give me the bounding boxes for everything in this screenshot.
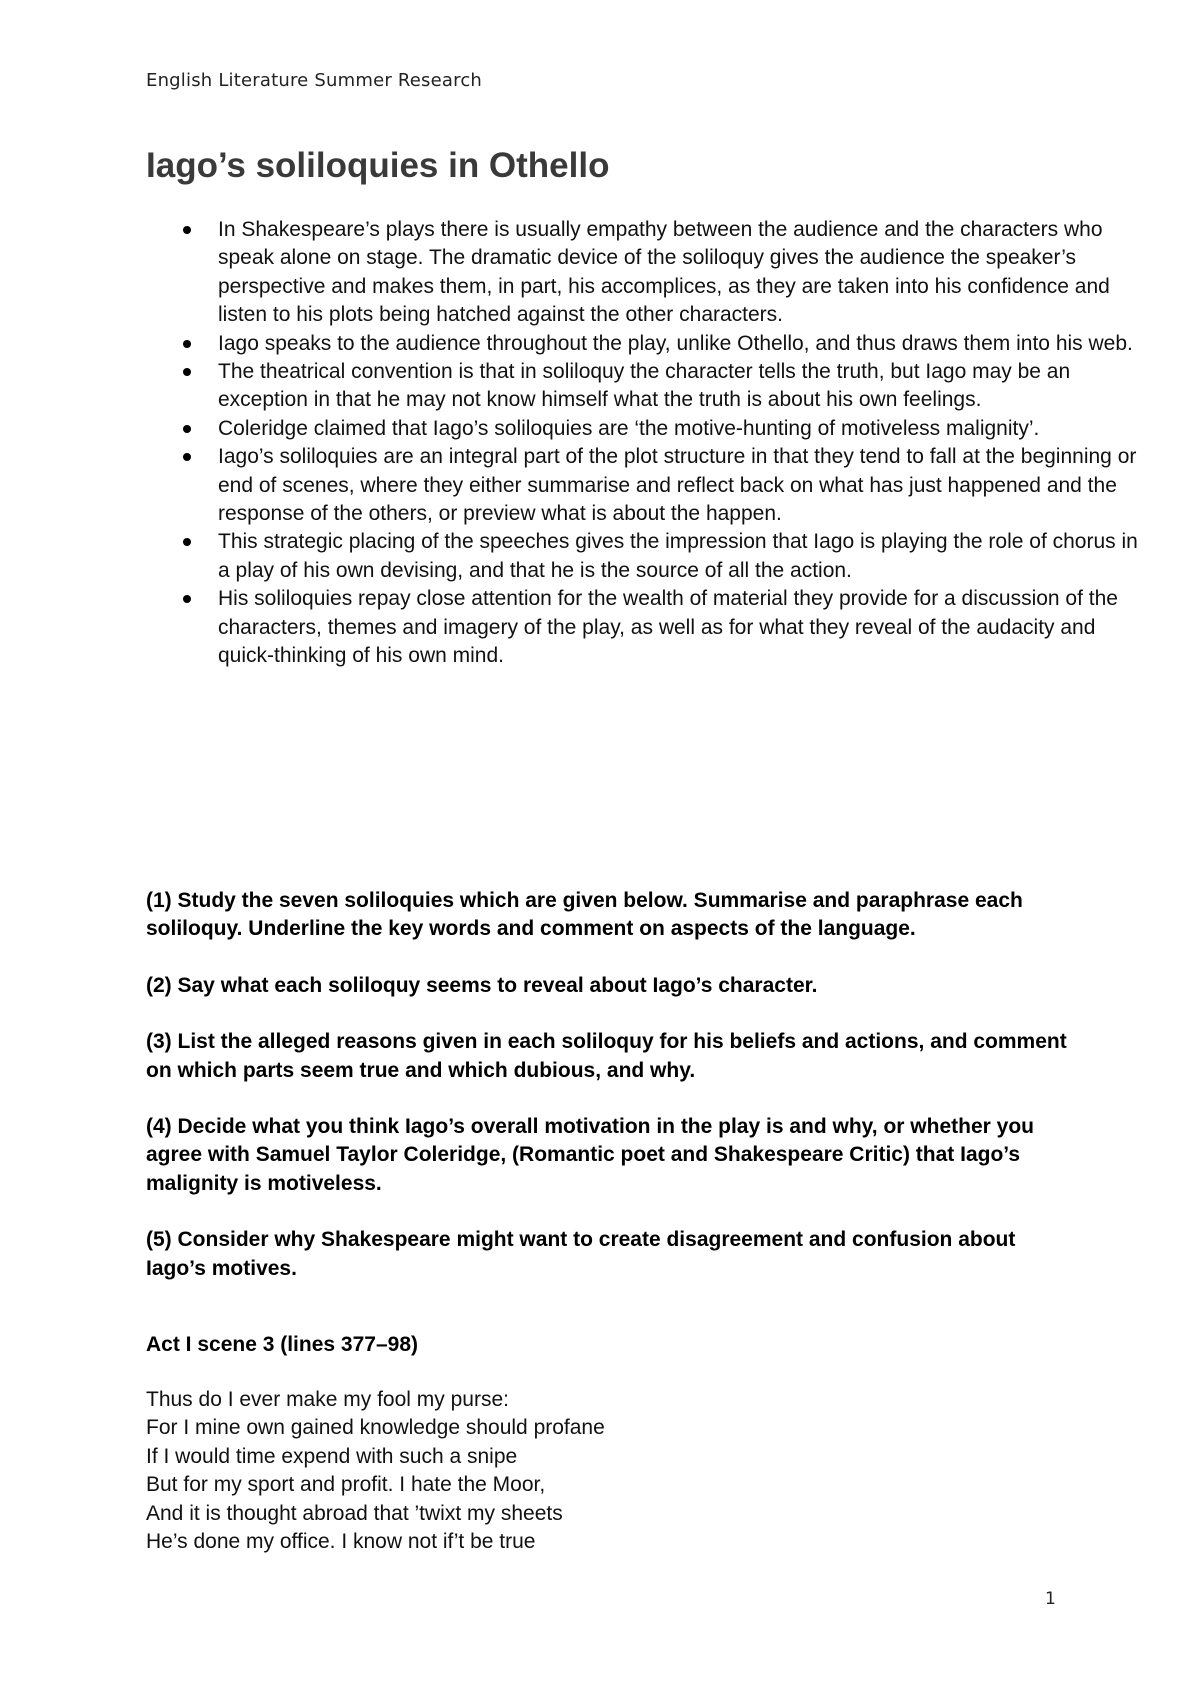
verse-line: But for my sport and profit. I hate the Moor, <box>146 1473 546 1497</box>
bullet-text: Coleridge claimed that Iago’s soliloquies are ‘the motive-hunting of motiveless malignity’. <box>218 416 1040 440</box>
bullet-text: The theatrical convention is that in soliloquy the character tells the truth, but Iago may be an exception in that he may not know himself what the truth is about his own feelings. <box>218 360 1071 412</box>
bullet-text: His soliloquies repay close attention for the wealth of material they provide for a discussion of the characters, themes and imagery of the play, as well as for what they reveal of the audacity and quick-thinking of his own mind. <box>218 587 1118 668</box>
act-heading: Act I scene 3 (lines 377–98) <box>146 1333 418 1356</box>
bullet-list <box>146 216 1138 671</box>
running-header: English Literature Summer Research <box>146 70 483 91</box>
list-item <box>218 216 1138 330</box>
list-item <box>218 443 1138 528</box>
research-questions <box>146 887 1076 1311</box>
verse-line: And it is thought abroad that ’twixt my sheets <box>146 1501 563 1525</box>
question-1: (1) Study the seven soliloquies which are given below. Summarise and paraphrase each soliloquy. Underline the key words and comment on aspects of the language. <box>146 889 1023 941</box>
bullet-icon <box>183 226 191 234</box>
list-item <box>218 330 1138 358</box>
bullet-icon <box>183 368 191 376</box>
bullet-icon <box>183 425 191 433</box>
verse-line: Thus do I ever make my fool my purse: <box>146 1388 509 1411</box>
question-2: (2) Say what each soliloquy seems to reveal about Iago’s character. <box>146 973 818 997</box>
bullet-text: Iago’s soliloquies are an integral part of the plot structure in that they tend to fall at the beginning or end of scenes, where they either summarise and reflect back on what has just happened and the response of the others, or preview what is about the happen. <box>218 445 1137 526</box>
verse-line: For I mine own gained knowledge should profane <box>146 1416 605 1440</box>
list-item <box>218 358 1138 415</box>
question-5: (5) Consider why Shakespeare might want to create disagreement and confusion about Iago’s motives. <box>146 1228 1016 1280</box>
question-4: (4) Decide what you think Iago’s overall motivation in the play is and why, or whether you agree with Samuel Taylor Coleridge, (Romantic poet and Shakespeare Critic) that Iago’s malignity is motiveless. <box>146 1115 1034 1195</box>
list-item <box>218 415 1138 443</box>
bullet-icon <box>183 538 191 546</box>
bullet-icon <box>183 340 191 348</box>
soliloquy-verse <box>146 1386 605 1556</box>
page-title: Iago’s soliloquies in Othello <box>146 146 610 185</box>
bullet-icon <box>183 453 191 461</box>
list-item <box>218 585 1138 670</box>
bullet-text: This strategic placing of the speeches gives the impression that Iago is playing the role of chorus in a play of his own devising, and that he is the source of all the action. <box>218 530 1138 582</box>
question-3: (3) List the alleged reasons given in each soliloquy for his beliefs and actions, and comment on which parts seem true and which dubious, and why. <box>146 1030 1067 1082</box>
list-item <box>218 528 1138 585</box>
page-number: 1 <box>1045 1589 1056 1609</box>
verse-line: If I would time expend with such a snipe <box>146 1444 518 1468</box>
bullet-text: Iago speaks to the audience throughout the play, unlike Othello, and thus draws them into his web. <box>218 331 1133 355</box>
bullet-text: In Shakespeare’s plays there is usually empathy between the audience and the characters who speak alone on stage. The dramatic device of the soliloquy gives the audience the speaker’s perspective and makes them, in part, his accomplices, as they are taken into his confidence and listen to his plots being hatched against the other characters. <box>218 218 1110 327</box>
bullet-icon <box>183 595 191 603</box>
verse-line: He’s done my office. I know not if’t be true <box>146 1530 536 1554</box>
